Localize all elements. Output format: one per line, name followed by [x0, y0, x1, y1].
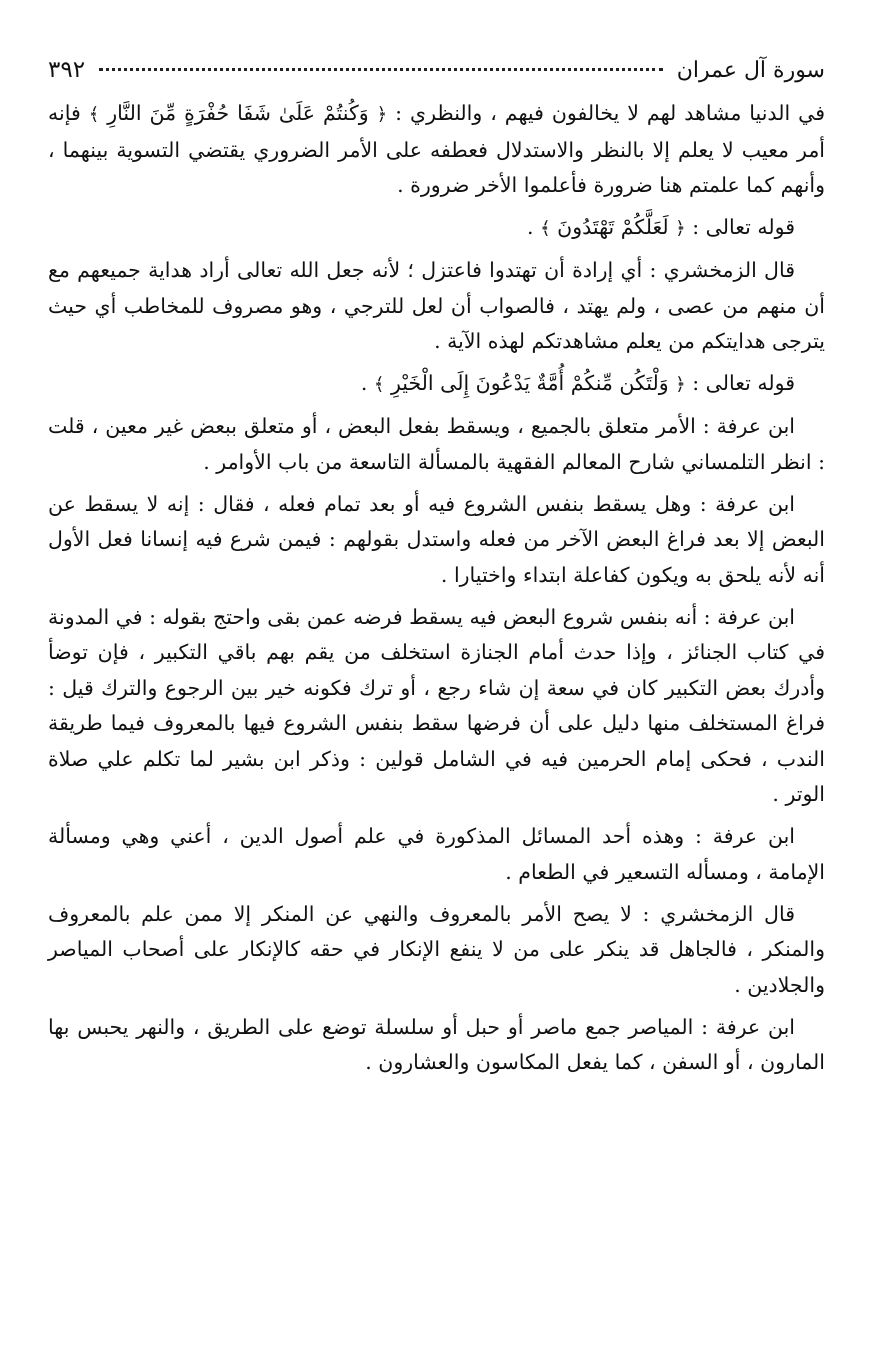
- paragraph-9: [48, 1010, 825, 1081]
- ornate-bracket-open: ﴿: [675, 218, 686, 239]
- header-dotted-leader: [99, 68, 663, 71]
- paragraph-1-text-after: .: [527, 215, 534, 239]
- ornate-bracket-open: ﴿: [675, 374, 686, 395]
- paragraph-4: [48, 409, 825, 480]
- paragraph-9-text: ابن عرفة : المياصر جمع ماصر أو حبل أو سلسلة توضع على الطريق ، والنهر يحبس بها المارون ، أو السفن ، كما يفعل المكاسون والعشارون .: [48, 1014, 825, 1074]
- paragraph-2: [48, 253, 825, 360]
- paragraph-7: [48, 819, 825, 890]
- paragraph-4-text: ابن عرفة : الأمر متعلق بالجميع ، ويسقط بفعل البعض ، أو متعلق ببعض غير معين ، قلت : انظر التلمساني شارح المعالم الفقهية بالمسألة التاسعة من باب الأوامر .: [48, 414, 825, 474]
- paragraph-8-text: قال الزمخشري : لا يصح الأمر بالمعروف والنهي عن المنكر إلا ممن علم بالمعروف والمنكر ، فالجاهل قد ينكر على من لا ينفع الإنكار في حقه كالإنكار على أصحاب المياصر والجلادين .: [48, 901, 825, 997]
- quran-verse: وَلْتَكُن مِّنكُمْ أُمَّةٌ يَدْعُونَ إِلَى الْخَيْرِ: [390, 371, 669, 395]
- paragraph-3: [48, 366, 825, 403]
- page-body: [48, 96, 825, 1081]
- ornate-bracket-close: ﴾: [540, 218, 551, 239]
- paragraph-1: [48, 210, 825, 247]
- running-header: [48, 56, 825, 96]
- paragraph-2-text: قال الزمخشري : أي إرادة أن تهتدوا فاعتزل ؛ لأنه جعل الله تعالى أراد هداية جميعهم مع أن منهم من عصى ، ولم يهتد ، فالصواب أن لعل للترجي ، وهو مصروف للمخاطب أي حيث يترجى هدايتكم من يعلم مشاهدتكم لهذه الآية .: [48, 258, 825, 353]
- surah-name: سورة آل عمران: [676, 58, 825, 83]
- paragraph-7-text: ابن عرفة : وهذه أحد المسائل المذكورة في علم أصول الدين ، أعني وهي ومسألة الإمامة ، ومسأله التسعير في الطعام .: [48, 824, 825, 884]
- paragraph-3-text-after: .: [360, 371, 368, 395]
- ornate-bracket-open: ﴿: [376, 104, 388, 125]
- quran-verse: لَعَلَّكُمْ تَهْتَدُونَ: [557, 215, 669, 239]
- paragraph-0-text-before: في الدنيا مشاهد لهم لا يخالفون فيهم ، والنظري :: [395, 101, 825, 125]
- paragraph-1-text-before: قوله تعالى :: [692, 215, 795, 239]
- paragraph-3-text-before: قوله تعالى :: [692, 371, 795, 395]
- page-number: ٣٩٢: [48, 57, 86, 83]
- paragraph-5: [48, 487, 825, 594]
- ornate-bracket-close: ﴾: [373, 374, 385, 395]
- paragraph-6-text: ابن عرفة : أنه بنفس شروع البعض فيه يسقط فرضه عمن بقى واحتج بقوله : في المدونة في كتاب الجنائز ، وإذا حدث أمام الجنازة استخلف من يقم بهم باقي التكبير ، فإن توضأ وأدرك بعض التكبير كان في سعة إن شاء رجع ، أو ترك فكونه خير بين الرجوع والترك قيل : فراغ المستخلف منها دليل على أن فرضها سقط بنفس الشروع فيها بالمعروف فيما طريقة الندب ، فحكى إمام الحرمين فيه في الشامل قولين : وذكر ابن بشير لما تكلم علي صلاة الوتر .: [48, 604, 825, 806]
- paragraph-0: [48, 96, 825, 204]
- paragraph-8: [48, 897, 825, 1004]
- paragraph-0-text-after: فإنه أمر معيب لا يعلم إلا بالنظر والاستدلال فعطفه على الأمر الضروري يقتضي التسوية بينهما ، وأنهم كما علمتم هنا ضرورة فأعلموا الأخر ضرورة .: [48, 101, 825, 197]
- quran-verse: وَكُنتُمْ عَلَىٰ شَفَا حُفْرَةٍ مِّنَ النَّارِ: [107, 101, 369, 125]
- paragraph-6: [48, 600, 825, 813]
- paragraph-5-text: ابن عرفة : وهل يسقط بنفس الشروع فيه أو بعد تمام فعله ، فقال : إنه لا يسقط عن البعض إلا بعد فراغ البعض الآخر من فعله واستدل بقولهم : فيمن شرع فيه إنسانا فعل الأول أنه لأنه يلحق به ويكون كفاعلة ابتداء واختيارا .: [48, 491, 825, 587]
- ornate-bracket-close: ﴾: [88, 104, 100, 125]
